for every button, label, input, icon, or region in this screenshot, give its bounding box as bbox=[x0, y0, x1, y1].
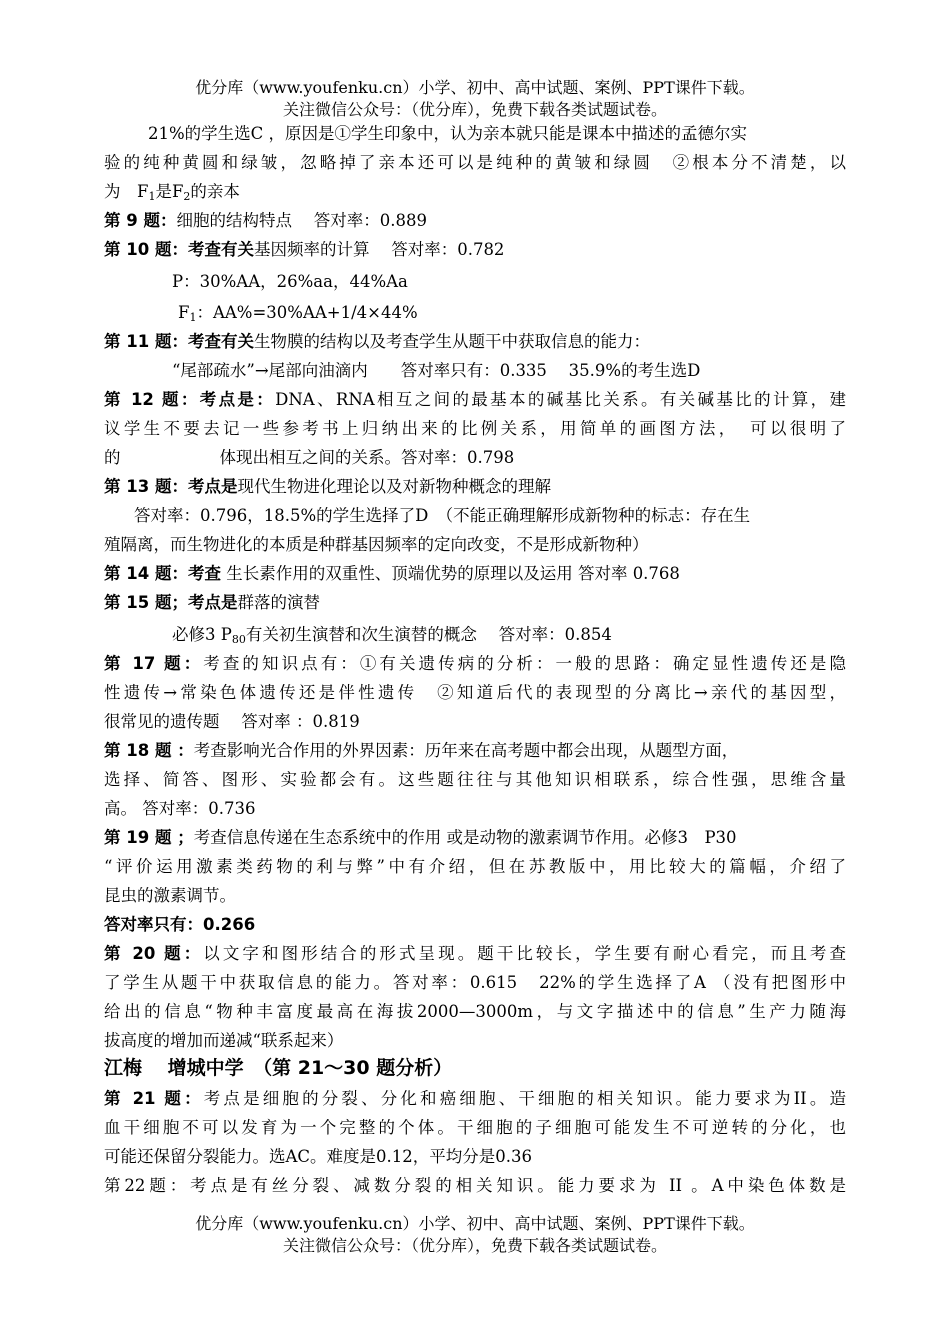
q19-line-2: “评价运用激素类药物的利与弊”中有介绍，但在苏教版中，用比较大的篇幅，介绍了 bbox=[104, 857, 846, 876]
q20-line-2: 了学生从题干中获取信息的能力。答对率：0.615 22%的学生选择了A （没有把图形中 bbox=[104, 973, 846, 992]
q19-answer-rate: 答对率只有：0.266 bbox=[104, 915, 256, 934]
header-line-1: 优分库（www.youfenku.cn）小学、初中、高中试题、案例、PPT课件下载。 bbox=[195, 78, 755, 97]
q20-line-3: 给出的信息“物种丰富度最高在海拔2000—3000m，与文字描述中的信息”生产力随海 bbox=[104, 1002, 846, 1021]
q18-line-3: 高。 答对率：0.736 bbox=[104, 799, 256, 818]
question-18: 第 18 题 ：考查影响光合作用的外界因素：历年来在高考题中都会出现，从题型方面， bbox=[104, 741, 739, 760]
question-10: 第 10 题：考查有关基因频率的计算 答对率：0.782 bbox=[104, 240, 505, 259]
header-line-2: 关注微信公众号：（优分库），免费下载各类试题试卷。 bbox=[282, 100, 667, 119]
footer-line-1: 优分库（www.youfenku.cn）小学、初中、高中试题、案例、PPT课件下载。 bbox=[195, 1214, 755, 1233]
q21-line-2: 血干细胞不可以发育为一个完整的个体。干细胞的子细胞可能发生不可逆转的分化，也 bbox=[104, 1118, 846, 1137]
question-12: 第 12 题：考点是：DNA、RNA相互之间的最基本的碱基比关系。有关碱基比的计算，建 bbox=[104, 390, 846, 409]
q19-line-3: 昆虫的激素调节。 bbox=[104, 886, 236, 905]
intro-line-2: 验的纯种黄圆和绿皱，忽略掉了亲本还可以是纯种的黄皱和绿圆 ②根本分不清楚，以 bbox=[104, 153, 846, 172]
question-9: 第 9 题：细胞的结构特点 答对率：0.889 bbox=[104, 211, 427, 230]
q13-line-3: 殖隔离，而生物进化的本质是种群基因频率的定向改变，不是形成新物种） bbox=[104, 535, 649, 554]
footer-line-2: 关注微信公众号：（优分库），免费下载各类试题试卷。 bbox=[282, 1236, 667, 1255]
intro-line-3: 为 $F_1$是$F_2$的亲本 bbox=[104, 182, 240, 203]
q12-line-2: 议学生不要去记一些参考书上归纳出来的比例关系，用简单的画图方法， 可以很明了 bbox=[104, 419, 846, 438]
q17-line-3: 很常见的遗传题 答对率 ：0.819 bbox=[104, 712, 360, 731]
question-15: 第 15 题；考点是群落的演替 bbox=[104, 593, 320, 612]
intro-line-1: 21%的学生选C ，原因是①学生印象中，认为亲本就只能是课本中描述的孟德尔实 bbox=[148, 124, 748, 143]
q20-line-4: 拔高度的增加而递减“联系起来） bbox=[104, 1031, 344, 1050]
question-14: 第 14 题：考查 生长素作用的双重性、顶端优势的原理以及运用 答对率 0.768 bbox=[104, 564, 680, 583]
q10-p-line: P：30%AA，26%aa，44%Aa bbox=[172, 272, 408, 291]
q12-line-3: 的 体现出相互之间的关系。答对率：0.798 bbox=[104, 448, 515, 467]
q10-f1-line: $F_1$：AA%=30%AA+1/4×44% bbox=[178, 303, 418, 324]
question-21: 第 21 题：考点是细胞的分裂、分化和癌细胞、干细胞的相关知识。能力要求为II。造 bbox=[104, 1089, 846, 1108]
q18-line-2: 选择、简答、图形、实验都会有。这些题往往与其他知识相联系，综合性强，思维含量 bbox=[104, 770, 846, 789]
q15-line-2: 必修3 $P_{80}$有关初生演替和次生演替的概念 答对率：0.854 bbox=[172, 625, 612, 646]
q21-line-3: 可能还保留分裂能力。选AC。难度是0.12，平均分是0.36 bbox=[104, 1147, 533, 1166]
question-17: 第 17 题：考查的知识点有：①有关遗传病的分析：一般的思路：确定显性遗传还是隐 bbox=[104, 654, 846, 673]
q11-line-2: “尾部疏水”→尾部向油滴内 答对率只有：0.335 35.9%的考生选D bbox=[172, 361, 701, 380]
question-11: 第 11 题：考查有关生物膜的结构以及考查学生从题干中获取信息的能力： bbox=[104, 332, 650, 351]
question-22: 第22题：考点是有丝分裂、减数分裂的相关知识。能力要求为 II 。A中染色体数是 bbox=[104, 1176, 846, 1195]
q13-line-2: 答对率：0.796，18.5%的学生选择了D （不能正确理解形成新物种的标志：存在生 bbox=[134, 506, 751, 525]
question-19: 第 19 题 ；考查信息传递在生态系统中的作用 或是动物的激素调节作用。必修3 P30 bbox=[104, 828, 737, 847]
q17-line-2: 性遗传→常染色体遗传还是伴性遗传 ②知道后代的表现型的分离比→亲代的基因型， bbox=[104, 683, 846, 702]
question-20: 第 20 题：以文字和图形结合的形式呈现。题干比较长，学生要有耐心看完，而且考查 bbox=[104, 944, 846, 963]
section-heading: 江梅 增城中学 （第 21～30 题分析） bbox=[104, 1057, 453, 1079]
question-13: 第 13 题：考点是现代生物进化理论以及对新物种概念的理解 bbox=[104, 477, 551, 496]
